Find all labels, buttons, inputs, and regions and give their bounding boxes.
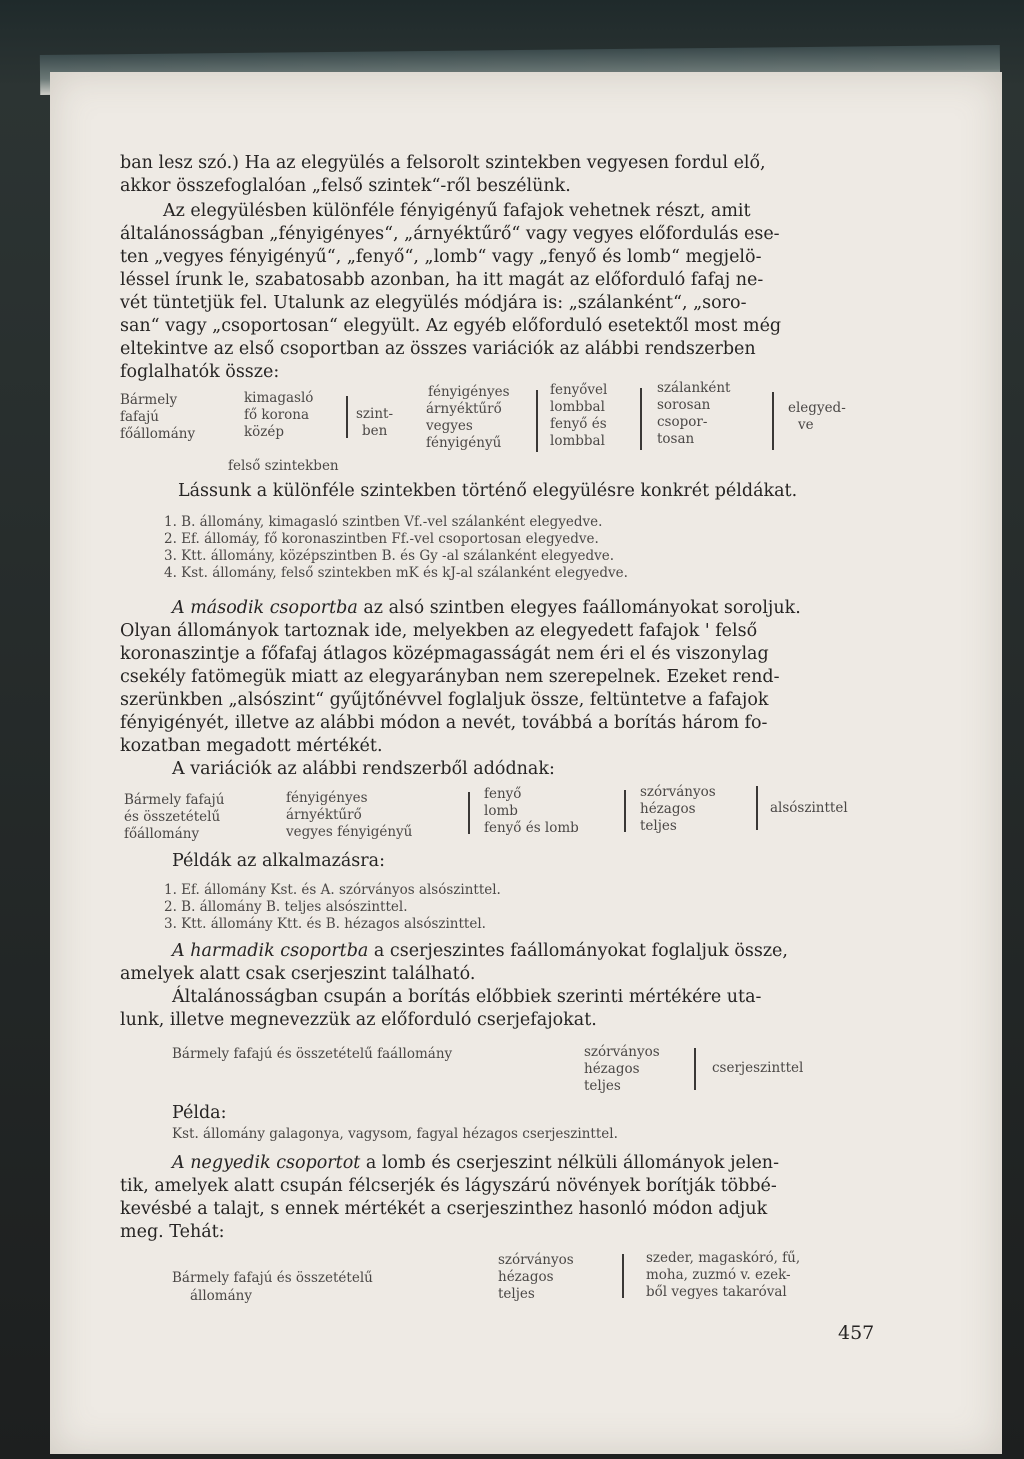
table-cell: fafajú [120,409,159,425]
text-line: A variációk az alábbi rendszerből adódnak: [172,759,555,779]
table-cell: lomb [484,803,518,819]
table-cell: csopor- [657,414,708,430]
text-span: a lomb és cserjeszint nélküli állományok jelen- [360,1153,779,1173]
table-cell: árnyéktűrő [426,401,502,417]
text-line: szerünkben „alsószint“ gyűjtőnévvel foglaljuk össze, feltüntetve a fafajok [120,690,769,710]
table-cell: tosan [657,431,695,447]
text-line: Lássunk a különféle szintekben történő elegyülésre konkrét példákat. [178,481,798,501]
table-cell: ve [798,417,814,433]
list-item: 1. B. állomány, kimagasló szintben Vf.-vel szálanként elegyedve. [164,514,603,530]
table-cell: Bármely fafajú és összetételű faállomány [172,1046,453,1062]
text-line: foglalhatók össze: [120,362,280,382]
brace [756,786,758,830]
table-cell: szórványos [640,784,716,800]
table-cell: fő korona [244,407,310,423]
table-cell: cserjeszinttel [712,1060,804,1076]
text-line [172,940,788,963]
text-line: kozatban megadott mértékét. [120,736,383,756]
text-line: akkor összefoglalóan „felső szintek“-ről beszélünk. [120,176,571,196]
table-cell: fenyő és [550,416,607,432]
text-line: san“ vagy „csoportosan“ elegyült. Az egyéb előforduló esetektől most még [120,316,782,336]
brace [624,790,626,832]
text-line: Példák az alkalmazásra: [172,851,385,871]
table-cell: lombbal [550,433,605,449]
table-cell: teljes [584,1078,621,1094]
table-cell: hézagos [584,1061,640,1077]
text-line: Példa: [172,1103,227,1123]
text-line: ban lesz szó.) Ha az elegyülés a felsorolt szintekben vegyesen fordul elő, [120,153,766,173]
table-cell: vegyes fényigényű [286,824,413,840]
table-cell: Bármely fafajú [124,792,225,808]
table-cell: fényigényű [426,435,502,451]
text-line: léssel írunk le, szabatosabb azonban, ha itt magát az előforduló fafaj ne- [120,270,764,290]
table-cell: sorosan [657,397,711,413]
table-cell: teljes [498,1286,535,1302]
table-footer: felső szintekben [228,458,339,474]
table-cell: vegyes [426,418,473,434]
list-item: 1. Ef. állomány Kst. és A. szórványos alsószinttel. [164,882,501,898]
italic-heading: A negyedik csoportot [172,1153,361,1173]
table-cell: fenyő [484,786,522,802]
text-line: Olyan állományok tartoznak ide, melyekben az elegyedett fafajok ' felső [120,621,758,641]
table-cell: állomány [190,1288,252,1304]
brace [622,1254,624,1298]
table-cell: szórványos [584,1044,660,1060]
text-line: Általánosságban csupán a borítás előbbiek szerinti mértékére uta- [172,987,762,1007]
table-cell: szeder, magaskóró, fű, [646,1250,801,1266]
brace [468,792,470,834]
list-item: 2. Ef. állomáy, fő koronaszintben Ff.-vel csoportosan elegyedve. [164,531,599,547]
table-cell: Bármely [120,392,178,408]
table-cell: ben [362,423,388,439]
text-line: kevésbé a talajt, s ennek mértékét a cserjeszinthez hasonló módon adjuk [120,1199,768,1219]
list-item: 3. Ktt. állomány, középszintben B. és Gy -al szálanként elegyedve. [164,548,615,564]
table-cell: fényigényes [286,790,368,806]
table-cell: szálanként [657,380,731,396]
table-cell: közép [244,424,285,440]
text-line: vét tüntetjük fel. Utalunk az elegyülés módjára is: „szálanként“, „soro- [120,293,747,313]
table-cell: fenyő és lomb [484,820,579,836]
table-cell: kimagasló [244,390,314,406]
table-cell: lombbal [550,399,605,415]
brace [536,390,538,452]
italic-heading: A második csoportba [172,598,358,618]
text-span: a cserjeszintes faállományokat foglaljuk össze, [368,941,788,961]
table-cell: moha, zuzmó v. ezek- [646,1267,791,1283]
table-cell: ből vegyes takaróval [646,1284,787,1300]
table-cell: fényigényes [428,384,510,400]
text-span: az alsó szintben elegyes faállományokat soroljuk. [357,598,801,618]
brace [772,392,774,450]
text-line: amelyek alatt csak cserjeszint található. [120,964,476,984]
text-line: eltekintve az első csoportban az összes variációk az alábbi rendszerben [120,339,756,359]
table-cell: főállomány [120,426,196,442]
brace [346,396,348,438]
text-line: Az elegyülésben különféle fényigényű fafajok vehetnek részt, amit [163,201,751,221]
table-cell: teljes [640,818,677,834]
table-cell: alsószinttel [770,800,848,816]
text-line: lunk, illetve megnevezzük az előforduló cserjefajokat. [120,1010,597,1030]
table-cell: fenyővel [550,382,608,398]
text-line [172,1152,779,1175]
table-cell: főállomány [124,826,200,842]
list-item: 4. Kst. állomány, felső szintekben mK és kJ-al szálanként elegyedve. [164,565,628,581]
text-line: koronaszintje a főfafaj átlagos középmagasságát nem éri el és viszonylag [120,644,769,664]
brace [640,388,642,450]
table-cell: és összetételű [124,809,221,825]
table-cell: elegyed- [788,400,846,416]
table-cell: hézagos [640,801,696,817]
list-item: 2. B. állomány B. teljes alsószinttel. [164,899,408,915]
text-line [172,597,801,620]
table-cell: Bármely fafajú és összetételű [172,1270,373,1286]
text-line: általánosságban „fényigényes“, „árnyéktűrő“ vagy vegyes előfordulás ese- [120,224,780,244]
text-line: Kst. állomány galagonya, vagysom, fagyal hézagos cserjeszinttel. [172,1126,618,1142]
text-line: ten „vegyes fényigényű“, „fenyő“, „lomb“ vagy „fenyő és lomb“ megjelö- [120,247,762,267]
text-line: tik, amelyek alatt csupán félcserjék és lágyszárú növények borítják többé- [120,1176,777,1196]
page-number: 457 [838,1322,875,1344]
brace [694,1048,696,1090]
table-cell: hézagos [498,1269,554,1285]
text-line: fényigényét, illetve az alábbi módon a nevét, továbbá a borítás három fo- [120,713,768,733]
text-line: csekély fatömegük miatt az elegyarányban nem szerepelnek. Ezeket rend- [120,667,780,687]
table-cell: szint- [356,406,394,422]
table-cell: szórványos [498,1252,574,1268]
text-line: meg. Tehát: [120,1222,225,1242]
italic-heading: A harmadik csoportba [172,941,369,961]
table-cell: árnyéktűrő [286,807,362,823]
list-item: 3. Ktt. állomány Ktt. és B. hézagos alsószinttel. [164,916,486,932]
